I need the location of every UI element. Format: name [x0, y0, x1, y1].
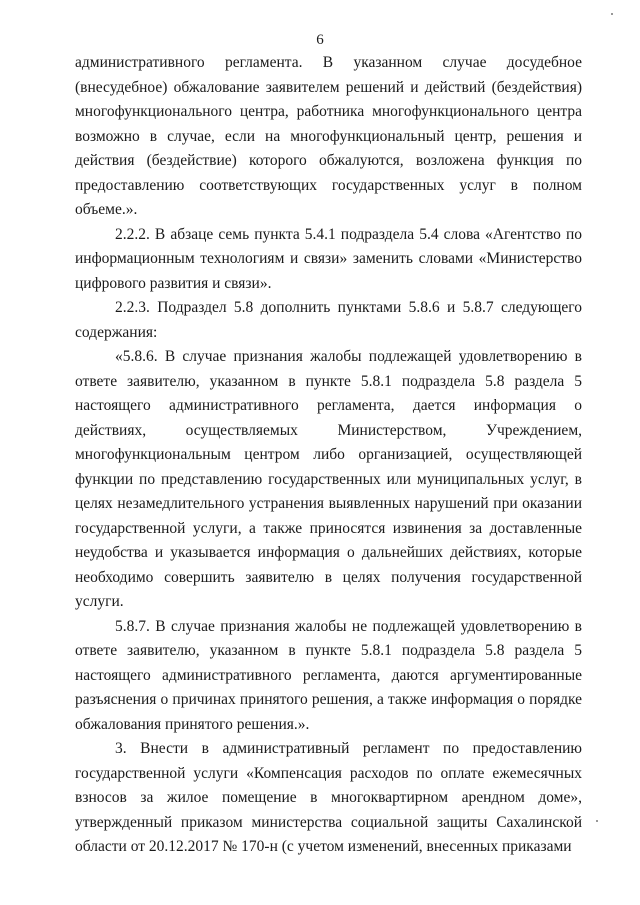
paragraph-5-8-6: «5.8.6. В случае признания жалобы подлежащей удовлетворению в ответе заявителю, указанном в пункте 5.8.1 подраздела 5.8 раздела 5 настоящего административного регламента, дается информация о действиях, осуществляемых Министерством, Учреждением, многофункциональным центром либо организацией, осуществляющей функции по представлению государственных или муниципальных услуг, в целях незамедлительного устранения выявленных нарушений при оказании государственной услуги, а также приносятся извинения за доставленные неудобства и указывается информация о дальнейших действиях, которые необходимо совершить заявителю в целях получения государственной услуги. — [75, 348, 582, 610]
scan-speck — [596, 820, 598, 822]
document-body — [75, 51, 582, 860]
page-number: 6 — [316, 32, 324, 48]
paragraph-2-2-2: 2.2.2. В абзаце семь пункта 5.4.1 подраздела 5.4 слова «Агентство по информационным технологиям и связи» заменить словами «Министерство цифрового развития и связи». — [75, 225, 582, 292]
paragraph-5-8-7: 5.8.7. В случае признания жалобы не подлежащей удовлетворению в ответе заявителю, указанном в пункте 5.8.1 подраздела 5.8 раздела 5 настоящего административного регламента, даются аргументированные разъяснения о причинах принятого решения, а также информация о порядке обжалования принятого решения.». — [75, 617, 582, 733]
scan-speck — [611, 13, 613, 15]
paragraph-2-2-3: 2.2.3. Подраздел 5.8 дополнить пунктами 5.8.6 и 5.8.7 следующего содержания: — [75, 299, 582, 341]
paragraph-continuation: административного регламента. В указанном случае досудебное (внесудебное) обжалование заявителем решений и действий (бездействия) многофункционального центра, работника многофункционального центра возможно в случае, если на многофункциональный центр, решения и действия (бездействие) которого обжалуются, возложена функция по предоставлению соответствующих государственных услуг в полном объеме.». — [75, 54, 582, 218]
paragraph-3: 3. Внести в административный регламент по предоставлению государственной услуги «Компенсация расходов по оплате ежемесячных взносов за жилое помещение в многоквартирном арендном доме», утвержденный приказом министерства социальной защиты Сахалинской области от 20.12.2017 № 170-н (с учетом изменений, внесенных приказами — [75, 740, 582, 855]
